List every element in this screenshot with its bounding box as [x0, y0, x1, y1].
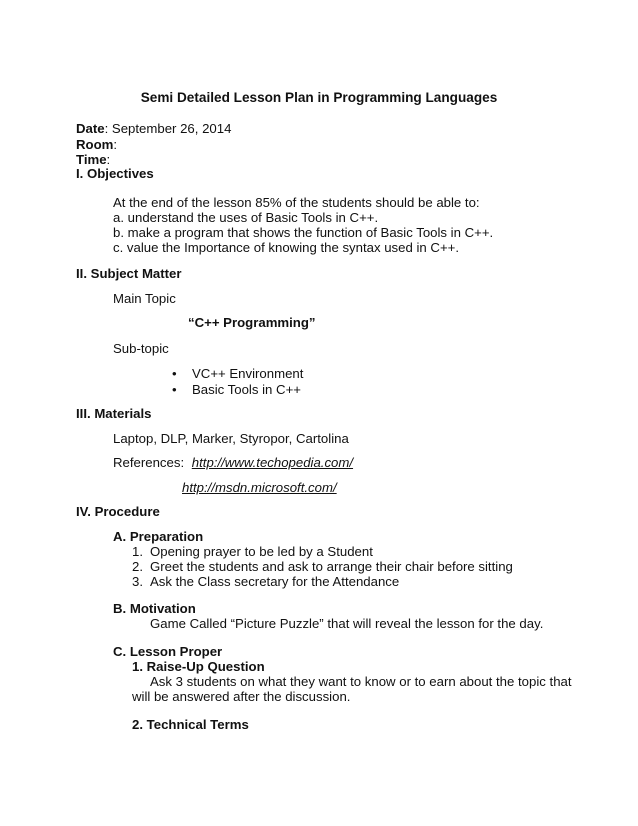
- preparation-step: [132, 574, 399, 590]
- motivation-text: Game Called “Picture Puzzle” that will reveal the lesson for the day.: [150, 616, 544, 631]
- room-label: Room: [76, 137, 114, 152]
- main-topic: “C++ Programming”: [188, 315, 316, 330]
- lesson-proper-heading: C. Lesson Proper: [113, 644, 223, 659]
- subtopic-item: [172, 382, 301, 398]
- preparation-step: [132, 544, 373, 560]
- references-line: [113, 455, 353, 471]
- preparation-heading: A. Preparation: [113, 529, 204, 544]
- step-text: Greet the students and ask to arrange their chair before sitting: [150, 559, 513, 574]
- step-text: Ask the Class secretary for the Attendance: [150, 574, 400, 589]
- objective-item: b. make a program that shows the function of Basic Tools in C++.: [113, 225, 494, 240]
- subtopic-label: Sub-topic: [113, 341, 169, 356]
- date-label: Date: [76, 121, 105, 136]
- materials-list: Laptop, DLP, Marker, Styropor, Cartolina: [113, 431, 349, 446]
- motivation-heading: B. Motivation: [113, 601, 196, 616]
- time-value: :: [106, 152, 111, 167]
- subtopic-text: VC++ Environment: [192, 366, 304, 381]
- date-line: [76, 121, 231, 137]
- step-text: Opening prayer to be led by a Student: [150, 544, 373, 559]
- objective-item: c. value the Importance of knowing the syntax used in C++.: [113, 240, 460, 255]
- date-value: : September 26, 2014: [104, 121, 232, 136]
- objective-item: a. understand the uses of Basic Tools in C++.: [113, 210, 379, 225]
- subject-matter-heading: II. Subject Matter: [76, 266, 182, 281]
- time-label: Time: [76, 152, 107, 167]
- references-label: References:: [113, 455, 185, 470]
- materials-heading: III. Materials: [76, 406, 152, 421]
- document-title: Semi Detailed Lesson Plan in Programming Languages: [140, 90, 498, 105]
- bullet-icon: •: [172, 382, 177, 397]
- subtopic-item: [172, 366, 303, 382]
- raise-up-text: will be answered after the discussion.: [132, 689, 351, 704]
- bullet-icon: •: [172, 366, 177, 381]
- reference-link[interactable]: http://www.techopedia.com/: [191, 455, 354, 470]
- room-value: :: [113, 137, 118, 152]
- raise-up-heading: 1. Raise-Up Question: [132, 659, 265, 674]
- preparation-step: [132, 559, 513, 575]
- main-topic-label: Main Topic: [113, 291, 176, 306]
- raise-up-text: Ask 3 students on what they want to know or to earn about the topic that: [150, 674, 572, 689]
- room-line: [76, 137, 117, 153]
- objectives-intro: At the end of the lesson 85% of the students should be able to:: [113, 195, 480, 210]
- procedure-heading: IV. Procedure: [76, 504, 160, 519]
- reference-link[interactable]: http://msdn.microsoft.com/: [182, 480, 337, 495]
- technical-terms-heading: 2. Technical Terms: [132, 717, 249, 732]
- subtopic-text: Basic Tools in C++: [192, 382, 301, 397]
- step-number: 2.: [132, 559, 143, 574]
- step-number: 1.: [132, 544, 143, 559]
- objectives-heading: I. Objectives: [76, 166, 154, 181]
- step-number: 3.: [132, 574, 143, 589]
